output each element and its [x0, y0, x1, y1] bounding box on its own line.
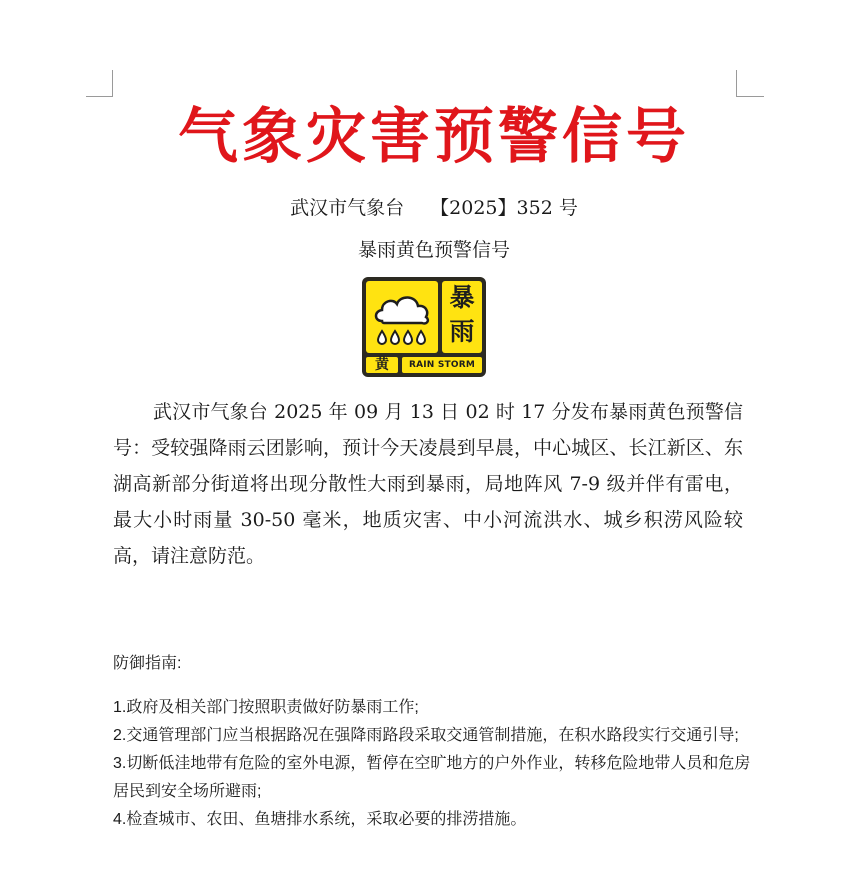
crop-mark-top-left: [86, 96, 112, 97]
document-title: 气象灾害预警信号: [178, 102, 690, 172]
crop-mark-top-right: [736, 96, 764, 97]
crop-mark-top-left-vertical: [112, 70, 113, 97]
guide-list: [113, 694, 753, 834]
glyph-bottom: 雨: [449, 317, 475, 346]
warning-name: 暴雨黄色预警信号: [357, 239, 510, 261]
english-label: RAIN STORM: [402, 357, 482, 373]
list-item: 2.交通管理部门应当根据路况在强降雨路段采取交通管制措施，在积水路段实行交通引导;: [113, 727, 739, 744]
guide-heading: 防御指南:: [113, 655, 182, 672]
list-item: 3.切断低洼地带有危险的室外电源，暂停在空旷地方的户外作业，转移危险地带人员和危房居民到安全场所避雨;: [113, 755, 751, 800]
signal-glyphs: [442, 281, 482, 353]
warning-body: 武汉市气象台 2025 年 09 月 13 日 02 时 17 分发布暴雨黄色预警信号：受较强降雨云团影响，预计今天凌晨到早晨，中心城区、长江新区、东湖高新部分街道将出现分散性大雨到暴雨，局地阵风 7-9 级并伴有雷电，最大小时雨量 30-50 毫米，地质灾害、中小河流洪水、城乡积涝风险较高，请注意防范。: [113, 401, 743, 567]
document-number: 【2025】352 号: [430, 197, 578, 219]
cloud-rain-icon: [366, 281, 438, 353]
level-badge: 黄: [366, 357, 398, 373]
list-item: 1.政府及相关部门按照职责做好防暴雨工作;: [113, 699, 419, 716]
rainstorm-yellow-signal-icon: [362, 277, 486, 377]
issuer-line: [0, 194, 868, 222]
list-item: 4.检查城市、农田、鱼塘排水系统，采取必要的排涝措施。: [113, 811, 527, 828]
issuer-name: 武汉市气象台: [290, 197, 405, 219]
cloud-rain-graphic: [366, 281, 438, 353]
crop-mark-top-right-vertical: [736, 70, 737, 97]
glyph-top: 暴: [449, 283, 475, 312]
